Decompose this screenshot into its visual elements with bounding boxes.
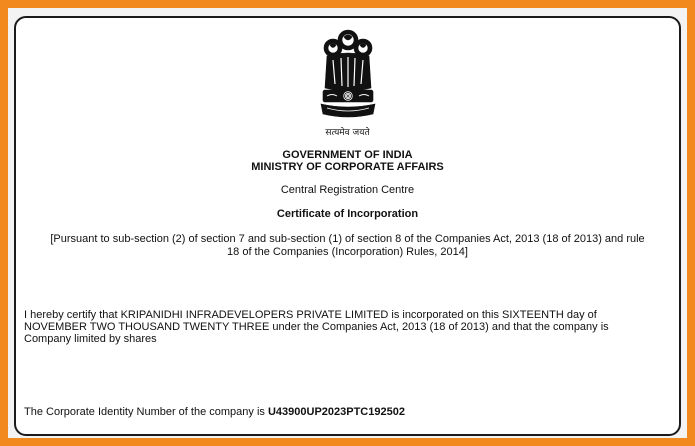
pursuant-line-2: 18 of the Companies (Incorporation) Rules, 2014] (227, 246, 468, 258)
cin-value: U43900UP2023PTC192502 (267, 406, 405, 418)
statement-line-3: Company limited by shares (24, 333, 157, 345)
statement-line-2: NOVEMBER TWO THOUSAND TWENTY THREE under the Companies Act, 2013 (18 of 2013) and that the company is (24, 321, 609, 333)
pursuant-clause (26, 233, 669, 259)
emblem-motto: सत्यमेव जयते (325, 128, 370, 138)
certificate-card (14, 16, 681, 436)
cin-statement (24, 406, 405, 419)
certificate-title: Certificate of Incorporation (276, 208, 419, 220)
pursuant-line-1: [Pursuant to sub-section (2) of section 7 and sub-section (1) of section 8 of the Companies Act, 2013 (18 of 2013) and rule (50, 233, 645, 245)
cin-label: The Corporate Identity Number of the company is (24, 406, 265, 418)
government-heading: GOVERNMENT OF INDIA (282, 149, 413, 161)
certification-statement (24, 309, 665, 345)
registration-centre: Central Registration Centre (280, 184, 415, 196)
ministry-heading: MINISTRY OF CORPORATE AFFAIRS (251, 161, 444, 173)
statement-line-1: I hereby certify that KRIPANIDHI INFRADEVELOPERS PRIVATE LIMITED is incorporated on this SIXTEENTH day of (24, 309, 597, 321)
